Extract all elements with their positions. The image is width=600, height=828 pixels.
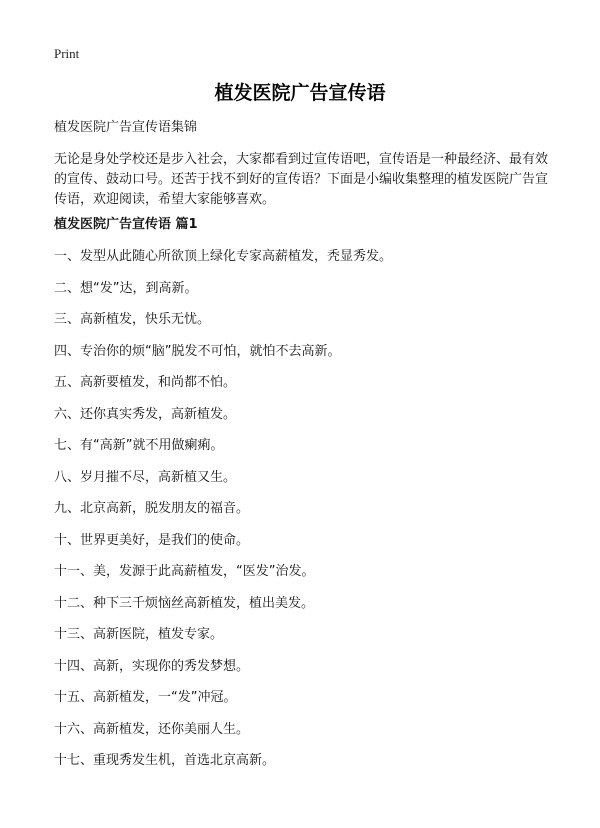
list-item: 四、专治你的烦“脑”脱发不可怕，就怕不去高新。: [54, 343, 341, 359]
list-item: 十四、高新，实现你的秀发梦想。: [54, 658, 250, 674]
list-item: 六、还你真实秀发，高新植发。: [54, 406, 237, 422]
list-item: 九、北京高新，脱发朋友的福音。: [54, 501, 250, 516]
list-item: 三、高新植发，快乐无忧。: [54, 312, 211, 327]
print-link[interactable]: Print: [54, 46, 80, 61]
list-item: 十五、高新植发，一“发”冲冠。: [54, 690, 237, 705]
article-subtitle: 植发医院广告宣传语集锦: [54, 120, 198, 135]
intro-paragraph: 无论是身处学校还是步入社会，大家都看到过宣传语吧，宣传语是一种最经济、最有效的宣传、鼓动口号。还苦于找不到好的宣传语？下面是小编收集整理的植发医院广告宣传语，欢迎阅读，希望大家能够喜欢。: [54, 152, 549, 207]
page-title: 植发医院广告宣传语: [214, 82, 386, 104]
section-heading: 植发医院广告宣传语 篇1: [54, 217, 198, 232]
list-item: 七、有“高新”就不用做瘌痢。: [54, 438, 224, 453]
list-item: 十二、种下三千烦恼丝高新植发，植出美发。: [54, 595, 315, 611]
list-item: 十、世界更美好，是我们的使命。: [54, 532, 250, 548]
slogan-list: [54, 248, 554, 784]
list-item: 十七、重现秀发生机，首选北京高新。: [54, 753, 276, 768]
list-item: 十三、高新医院，植发专家。: [54, 627, 224, 642]
list-item: 十一、美，发源于此高薪植发，“医发”治发。: [54, 564, 315, 579]
list-item: 二、想“发”达，到高新。: [54, 280, 198, 296]
list-item: 八、岁月摧不尽，高新植又生。: [54, 469, 237, 485]
list-item: 五、高新要植发，和尚都不怕。: [54, 375, 237, 390]
list-item: 一、发型从此随心所欲顶上绿化专家高薪植发，秃显秀发。: [54, 249, 393, 264]
list-item: 十六、高新植发，还你美丽人生。: [54, 721, 250, 737]
